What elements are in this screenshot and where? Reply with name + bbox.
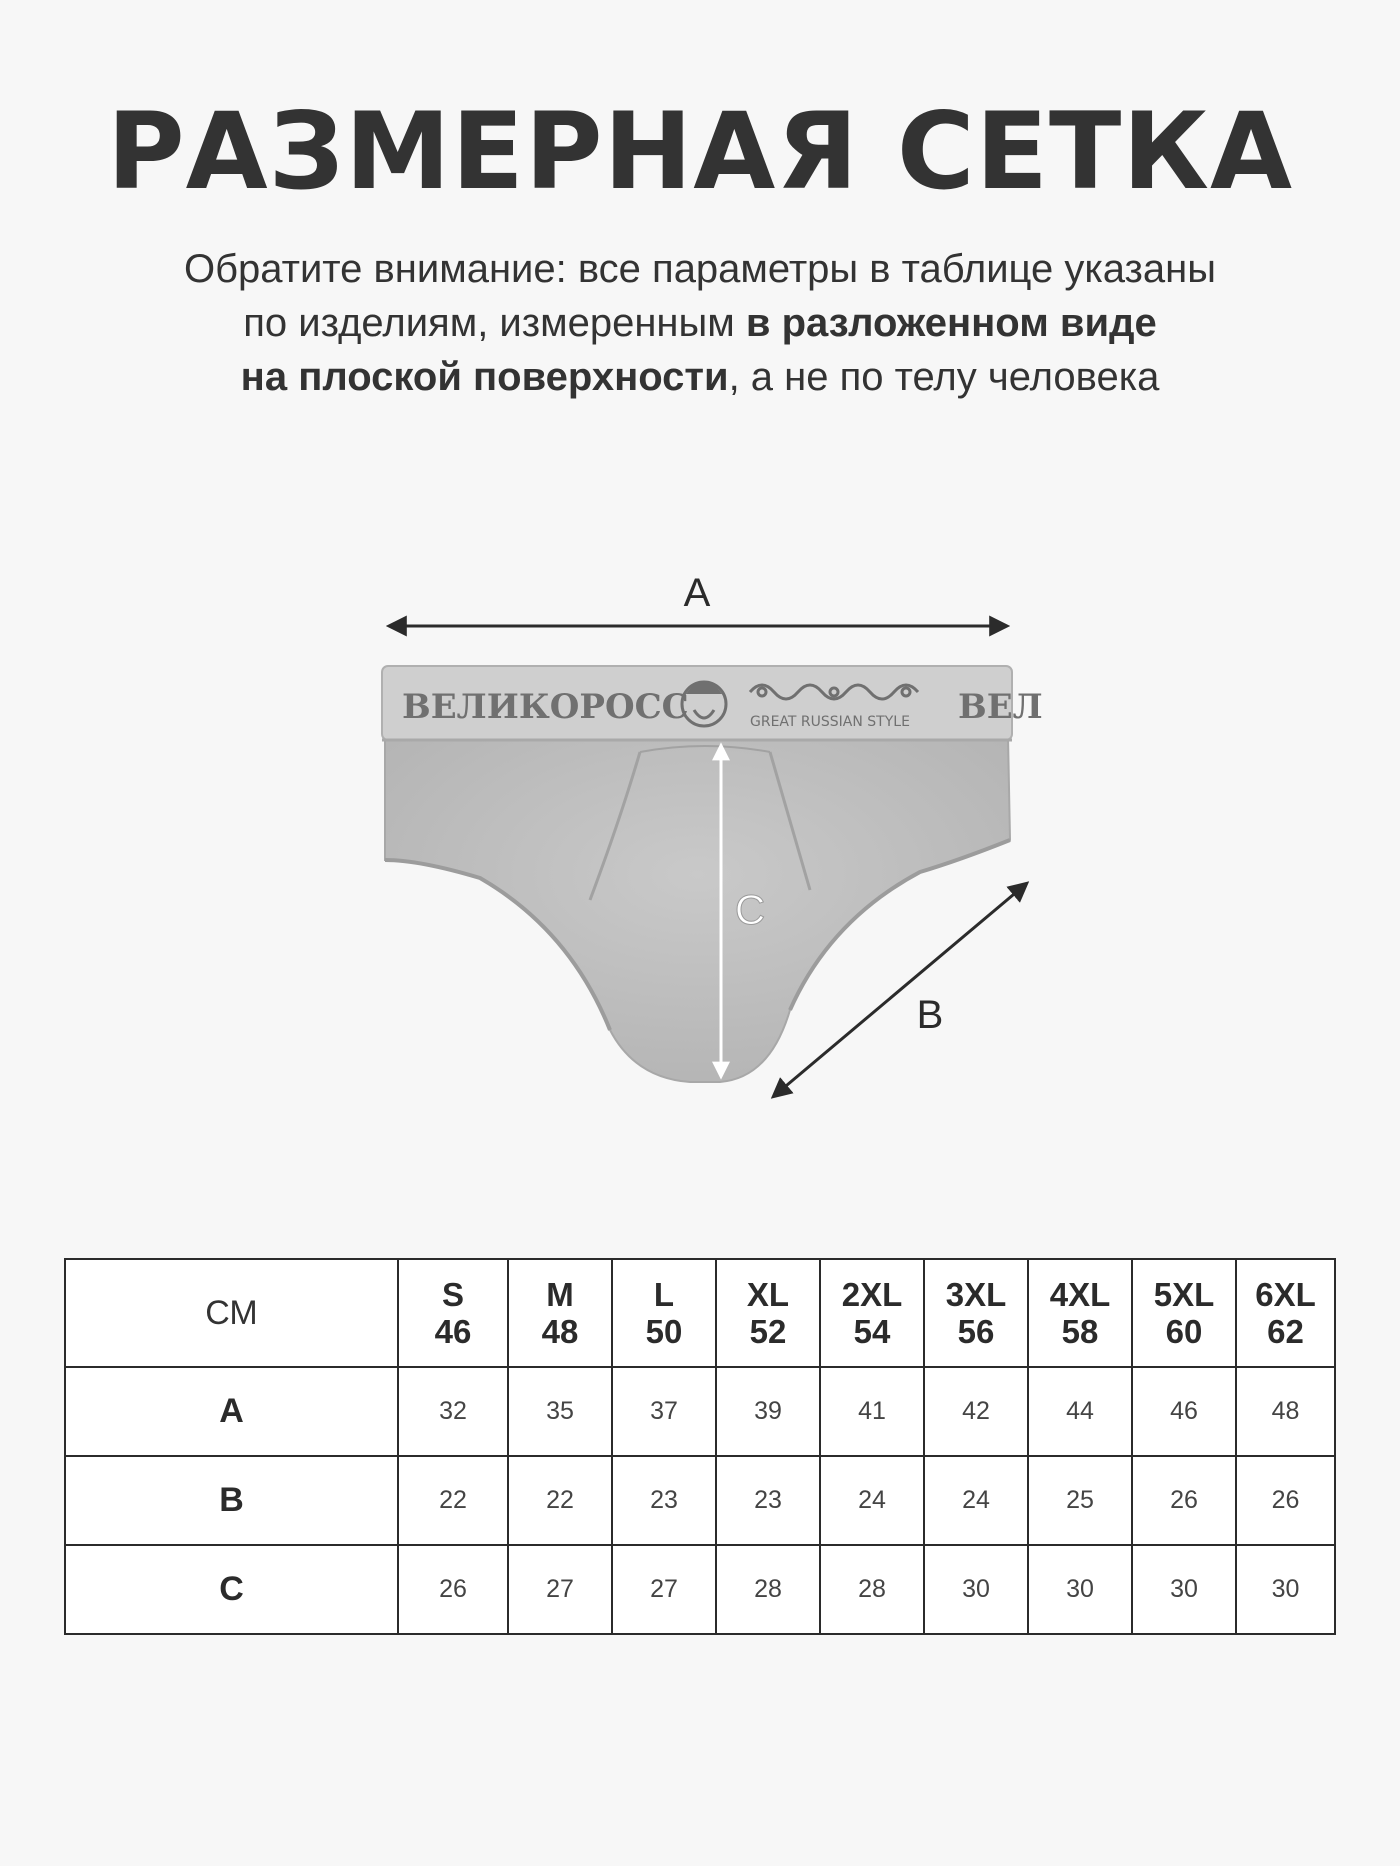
table-cell: 30 bbox=[1028, 1545, 1132, 1634]
subtitle-line-2-bold: в разложенном виде bbox=[745, 301, 1157, 345]
label-a: A bbox=[683, 571, 711, 615]
table-cell: 30 bbox=[1236, 1545, 1335, 1634]
table-cell: 22 bbox=[508, 1456, 612, 1545]
table-cell: 27 bbox=[612, 1545, 716, 1634]
page-title: РАЗМЕРНАЯ СЕТКА bbox=[106, 90, 1294, 213]
size-column-6xl bbox=[1236, 1259, 1335, 1367]
table-cell: 24 bbox=[820, 1456, 924, 1545]
table-cell: 30 bbox=[1132, 1545, 1236, 1634]
size-letter: 5XL bbox=[1153, 1276, 1215, 1313]
size-letter: 4XL bbox=[1049, 1276, 1111, 1313]
size-column-s bbox=[398, 1259, 508, 1367]
table-row-c bbox=[65, 1545, 1335, 1634]
table-cell: 42 bbox=[924, 1367, 1028, 1456]
size-number: 50 bbox=[645, 1313, 683, 1350]
size-column-4xl bbox=[1028, 1259, 1132, 1367]
table-cell: 32 bbox=[398, 1367, 508, 1456]
subtitle-line-1: Обратите внимание: все параметры в таблице указаны bbox=[184, 247, 1216, 291]
table-cell: 46 bbox=[1132, 1367, 1236, 1456]
table-cell: 28 bbox=[820, 1545, 924, 1634]
table-cell: 30 bbox=[924, 1545, 1028, 1634]
size-number: 48 bbox=[541, 1313, 579, 1350]
subtitle-line-2 bbox=[0, 296, 1400, 350]
table-cell: 23 bbox=[612, 1456, 716, 1545]
table-cell: 37 bbox=[612, 1367, 716, 1456]
size-number: 54 bbox=[853, 1313, 891, 1350]
table-cell: 28 bbox=[716, 1545, 820, 1634]
table-row-a bbox=[65, 1367, 1335, 1456]
size-letter: S bbox=[441, 1276, 464, 1313]
subtitle-line-3-regular: , а не по телу человека bbox=[728, 355, 1160, 399]
size-column-2xl bbox=[820, 1259, 924, 1367]
brand-logo-text-right: ВЕЛ bbox=[958, 687, 1043, 727]
size-letter: M bbox=[546, 1276, 574, 1313]
size-letter: 6XL bbox=[1255, 1276, 1316, 1313]
table-cell: 23 bbox=[716, 1456, 820, 1545]
size-number: 46 bbox=[434, 1313, 472, 1350]
size-number: 60 bbox=[1165, 1313, 1203, 1350]
table-cell: 26 bbox=[1236, 1456, 1335, 1545]
size-column-m bbox=[508, 1259, 612, 1367]
label-c: C bbox=[734, 886, 766, 933]
brand-tagline: GREAT RUSSIAN STYLE bbox=[750, 714, 910, 730]
table-row-b bbox=[65, 1456, 1335, 1545]
size-letter: 3XL bbox=[945, 1276, 1007, 1313]
subtitle bbox=[0, 242, 1400, 404]
subtitle-line-3-bold: на плоской поверхности bbox=[240, 355, 729, 399]
size-number: 62 bbox=[1267, 1313, 1304, 1350]
size-number: 56 bbox=[957, 1313, 995, 1350]
table-cell: 22 bbox=[398, 1456, 508, 1545]
size-letter: L bbox=[653, 1276, 675, 1313]
size-number: 52 bbox=[749, 1313, 787, 1350]
table-cell: 41 bbox=[820, 1367, 924, 1456]
row-label-b: B bbox=[65, 1456, 398, 1545]
subtitle-line-3 bbox=[0, 350, 1400, 404]
table-cell: 35 bbox=[508, 1367, 612, 1456]
size-letter: 2XL bbox=[841, 1276, 903, 1313]
table-cell: 48 bbox=[1236, 1367, 1335, 1456]
table-cell: 25 bbox=[1028, 1456, 1132, 1545]
size-column-xl bbox=[716, 1259, 820, 1367]
subtitle-line-2-regular: по изделиям, измеренным bbox=[243, 301, 746, 345]
table-cell: 27 bbox=[508, 1545, 612, 1634]
table-corner-label: СМ bbox=[65, 1259, 398, 1367]
measurement-diagram bbox=[360, 560, 1060, 1120]
table-cell: 39 bbox=[716, 1367, 820, 1456]
size-column-3xl bbox=[924, 1259, 1028, 1367]
row-label-c: C bbox=[65, 1545, 398, 1634]
size-chart-table bbox=[64, 1258, 1336, 1635]
label-b: B bbox=[916, 993, 944, 1037]
size-column-l bbox=[612, 1259, 716, 1367]
row-label-a: A bbox=[65, 1367, 398, 1456]
table-cell: 26 bbox=[1132, 1456, 1236, 1545]
brand-logo-text: ВЕЛИКОРОСС bbox=[402, 687, 689, 727]
table-header-row bbox=[65, 1259, 1335, 1367]
size-letter: XL bbox=[746, 1276, 790, 1313]
size-number: 58 bbox=[1061, 1313, 1099, 1350]
size-column-5xl bbox=[1132, 1259, 1236, 1367]
table-cell: 24 bbox=[924, 1456, 1028, 1545]
table-cell: 44 bbox=[1028, 1367, 1132, 1456]
table-cell: 26 bbox=[398, 1545, 508, 1634]
briefs-illustration bbox=[360, 560, 1060, 1120]
